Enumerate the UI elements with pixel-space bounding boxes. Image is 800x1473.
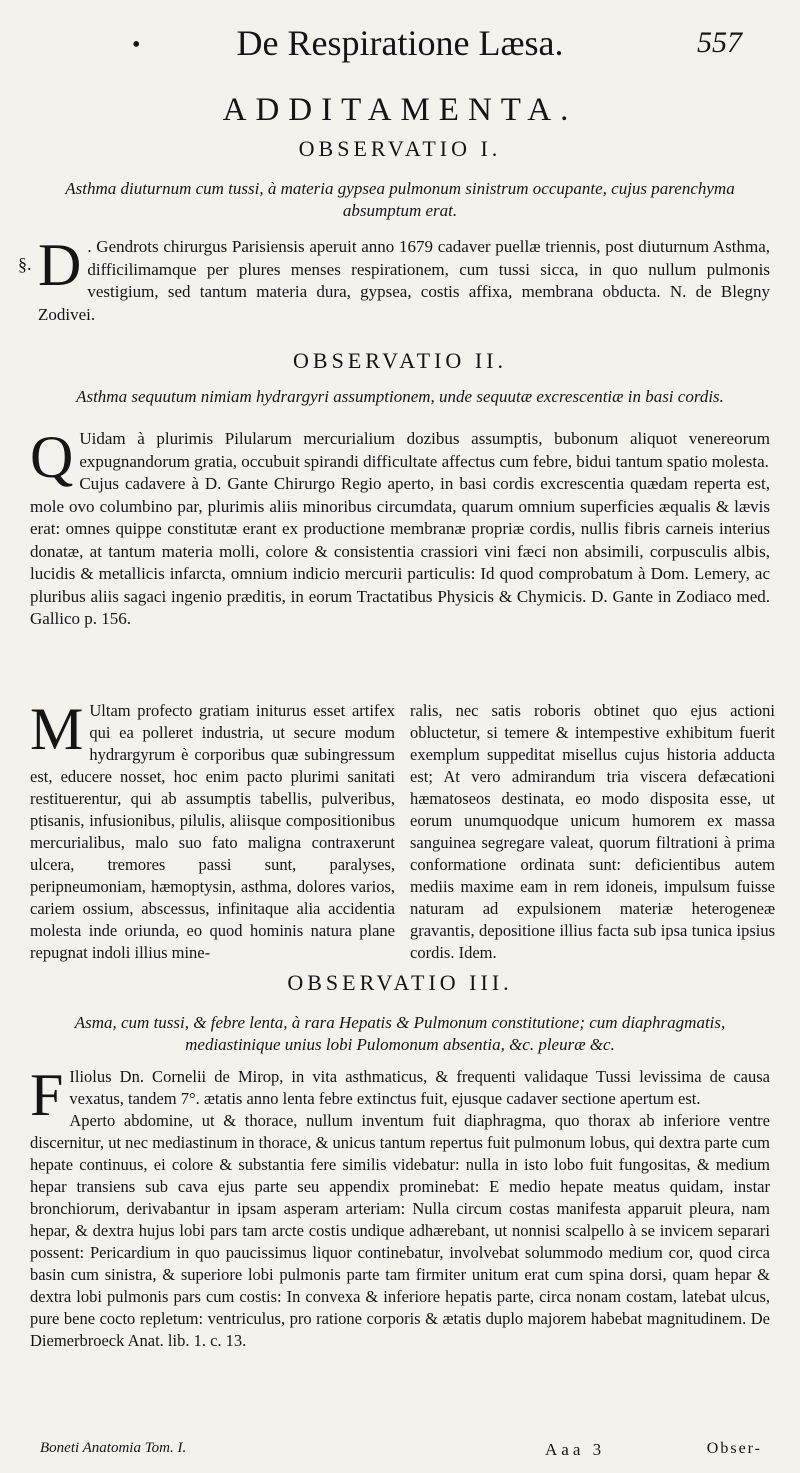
- header-ornament: •: [132, 32, 147, 58]
- observatio-2-title: OBSERVATIO II.: [293, 348, 507, 373]
- observatio-2-body-2: Cujus cadavere à D. Gante Chirurgo Regio aperto, in basi cordis excrescentia quædam reperta est, mole ovo columbino par, plurimis aliis minoribus circumdata, quarum omnium superficies æqualis & lævis erat: omnes quippe constitutæ erant ex productione membranæ propriæ cordis, nullis fibris carneis interius donatæ, at tantum materia molli, colore & consistentia crassiori vini fæci non absimili, corpusculis albis, lucidis & metallicis infarcta, omnium indicio mercurii particulis: Id quod comprobatum à Dom. Lemery, ac pluribus aliis sagaci ingenio præditis, in eorum Tractatibus Physicis & Chymicis. D. Gante in Zodiaco med. Gallico p. 156.: [30, 474, 770, 628]
- observatio-1-subtitle: Asthma diuturnum cum tussi, à materia gypsea pulmonum sinistrum occupante, cujus parenchyma absumptum erat.: [65, 179, 735, 220]
- drop-cap: D: [38, 232, 82, 298]
- observatio-3-title: OBSERVATIO III.: [287, 970, 513, 995]
- drop-cap: M: [30, 696, 84, 762]
- observatio-2-body: Uidam à plurimis Pilularum mercurialium dozibus assumptis, bubonum aliquot venereorum expugnandorum gratia, occubuit spirandi difficultate affectus cum febre, bidui tantum spatio molesta.: [79, 429, 770, 471]
- footer-signature-mark: Aaa 3: [545, 1440, 606, 1459]
- section-mark: §.: [18, 254, 32, 274]
- section-heading: ADDITAMENTA.: [222, 92, 578, 128]
- observatio-3-body-2: Aperto abdomine, ut & thorace, nullum inventum fuit diaphragma, quo thorax ab inferiore ventre discernitur, ut nec mediastinum in thorace, & unicus tantum repertus fuit pulmonum lobus, qui dextra parte cum hepate continuus, ei colore & substantia fere similis videbatur: nulla in isto lobo fuit fungositas, & medium hepar transiens sub cava ejus parte seu appendix prominebat: E medio hepate meatus quidam, instar bronchiorum, derivabantur in ipsam asperam arteriam: Nulla circum costas manifesta apparuit pleura, nam hepar, & dextra hujus lobi pars tam arcte costis undique adhærebant, ut nonnisi scalpello à se invicem separari possent: Pericardium in quo paucissimus liquor continebatur, involvebat solummodo medium cor, quod circa basin cum sinistra, & superiore lobi pulmonis parte tam firmiter unitum erat cum spina dorsi, quam hepar & dextra lobi pulmonis pars cum costis: In convexa & inferiore hepatis parte, circa nonam costam, latebat ulcus, pure bene cocto repletum: ventriculus, pro ratione corporis & ætatis duplo majorem habebat magnitudinem. De Diemerbroeck Anat. lib. 1. c. 13.: [30, 1111, 770, 1350]
- observatio-2-subtitle: Asthma sequutum nimiam hydrargyri assumptionem, unde sequutæ excrescentiæ in basi cordis.: [76, 387, 724, 406]
- footer-book-title: Boneti Anatomia Tom. I.: [40, 1440, 187, 1456]
- commentary-left-text: Ultam profecto gratiam initurus esset artifex qui ea polleret industria, ut secure modum hydrargyrum è corporibus quæ subingressum est, educere nosset, hoc enim pacto plurimi sanitati restituerentur, qui ab assumptis tabellis, pulveribus, ptisanis, infusionibus, pilulis, aliisque compositionibus mercurialibus, malo suo fato maligna contraxerunt ulcera, tremores passi sunt, paralyses, peripneumoniam, hæmoptysin, asthma, dolores varios, cariem ossium, abscessus, infinitaque alia accidentia molesta inde oriunda, eo quod hominis natura plane repugnat indoli illius mine-: [30, 701, 395, 962]
- observatio-1-title: OBSERVATIO I.: [298, 136, 502, 161]
- page-header: [0, 18, 800, 70]
- observatio-2-text: [30, 424, 770, 631]
- running-title: De Respiratione Læsa.: [236, 23, 564, 63]
- observatio-1-body: . Gendrots chirurgus Parisiensis aperuit anno 1679 cadaver puellæ triennis, post diuturnum Asthma, difficilimamque per plures menses respirationem, cum tussi sicca, in quo nullum pulmonis vestigium, sed tantum materia dura, gypsea, costis affixa, membrana obducta. N. de Blegny Zodivei.: [38, 237, 770, 324]
- commentary-right-column: [410, 700, 775, 964]
- footer-catchword: Obser-: [706, 1440, 762, 1457]
- drop-cap: Q: [30, 424, 74, 490]
- observatio-3-subtitle: Asma, cum tussi, & febre lenta, à rara Hepatis & Pulmonum constitutione; cum diaphragmatis, mediastinique unius lobi Pulomonum absentia, &c. pleuræ &c.: [74, 1013, 726, 1054]
- observatio-3-text: [30, 1062, 770, 1352]
- drop-cap: F: [30, 1062, 64, 1128]
- commentary-left-column: [30, 696, 395, 964]
- observatio-3-body: Iliolus Dn. Cornelii de Mirop, in vita asthmaticus, & frequenti validaque Tussi levissima de causa vexatus, tandem 7°. ætatis anno lenta febre extinctus fuit, ejusque cadaver sectione apertum est.: [69, 1067, 770, 1108]
- page-number: 557: [697, 26, 742, 59]
- commentary-right-text: ralis, nec satis roboris obtinet quo ejus actioni obluctetur, si temere & intempestive exhibitum fuerit exemplum suppeditat misellus cujus historia adducta est; At vero admirandum tria viscera defæcationi hæmatoseos destinata, eo modo disposita esse, ut eorum unumquodque unicum humorem ex massa sanguinea segregare valeat, quorum filtrationi à prima conformatione ordinata sunt: deficientibus autem mediis maxime eam in rem idoneis, impulsum fuisse naturam ad expulsionem materiæ heterogeneæ gravantis, depositione illius facta sub ipsa tunica ipsius cordis. Idem.: [410, 701, 775, 962]
- observatio-1-text: [38, 232, 770, 326]
